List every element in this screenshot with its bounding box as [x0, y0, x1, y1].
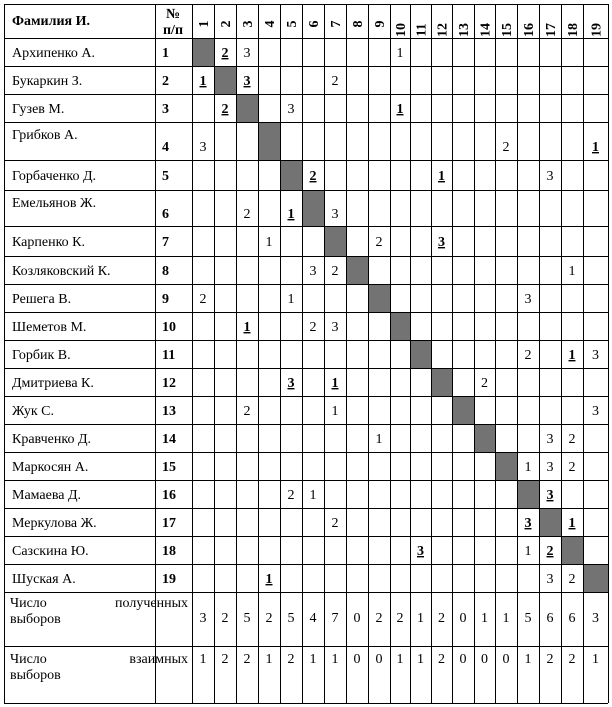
mutual-count: 1	[309, 652, 317, 667]
column-header: 2	[219, 20, 234, 28]
column-header: 4	[263, 20, 278, 28]
mutual-label: взаимных	[129, 652, 188, 667]
mutual-count: 2	[243, 652, 251, 667]
choice-value: 1	[265, 572, 273, 587]
mutual-count: 2	[546, 652, 554, 667]
choice-value: 2	[568, 432, 576, 447]
column-header: 14	[478, 23, 494, 37]
row-number: 10	[162, 320, 176, 335]
choice-value: 2	[546, 544, 554, 559]
choice-value: 1	[375, 432, 383, 447]
received-count: 6	[546, 611, 554, 626]
row-name: Емельянов Ж.	[12, 196, 97, 211]
choice-value: 1	[199, 74, 207, 89]
diagonal-cell	[431, 368, 452, 396]
choice-value: 2	[199, 292, 207, 307]
choice-value: 2	[331, 516, 339, 531]
row-name: Горбик В.	[12, 348, 71, 363]
choice-value: 1	[524, 460, 532, 475]
choice-value: 1	[287, 292, 295, 307]
row-number: 15	[162, 460, 176, 475]
choice-value: 1	[524, 544, 532, 559]
column-header: 18	[566, 23, 581, 37]
row-name: Архипенко А.	[12, 46, 96, 61]
choice-value: 3	[546, 572, 554, 587]
row-number: 11	[162, 348, 176, 363]
row-number: 16	[162, 488, 176, 503]
choice-value: 3	[243, 74, 251, 89]
diagonal-cell	[561, 536, 583, 564]
row-number: 5	[162, 169, 169, 184]
num-column-header-sub: п/п	[162, 23, 184, 38]
column-header: 13	[457, 23, 472, 37]
received-count: 1	[502, 611, 510, 626]
diagonal-cell	[495, 452, 517, 480]
received-count: 2	[265, 611, 273, 626]
received-count: 3	[592, 611, 599, 626]
choice-value: 1	[568, 348, 576, 363]
received-count: 6	[568, 611, 576, 626]
received-count: 5	[524, 611, 532, 626]
num-column-header: №	[165, 7, 181, 22]
received-count: 7	[331, 611, 339, 626]
received-count: 0	[353, 611, 361, 626]
choice-value: 3	[287, 376, 295, 391]
mutual-label: выборов	[10, 668, 61, 683]
mutual-count: 2	[438, 652, 445, 667]
choice-value: 1	[243, 320, 251, 335]
diagonal-cell	[539, 508, 561, 536]
choice-value: 1	[396, 102, 404, 117]
choice-value: 1	[568, 264, 576, 279]
choice-value: 3	[546, 169, 554, 184]
choice-value: 2	[375, 235, 383, 250]
choice-value: 3	[546, 432, 554, 447]
mutual-count: 1	[331, 652, 339, 667]
choice-value: 1	[331, 376, 339, 391]
name-column-header: Фамилия И.	[12, 14, 91, 29]
mutual-count: 0	[353, 652, 361, 667]
diagonal-cell	[474, 424, 495, 452]
choice-value: 3	[287, 102, 295, 117]
row-name: Шеметов М.	[12, 320, 87, 335]
choice-value: 2	[568, 460, 576, 475]
choice-value: 2	[568, 572, 576, 587]
row-name: Букаркин З.	[12, 74, 83, 89]
row-name: Решега В.	[12, 292, 72, 307]
received-count: 5	[243, 611, 251, 626]
received-label: полученных	[115, 596, 188, 611]
diagonal-cell	[214, 66, 236, 94]
choice-value: 3	[592, 404, 599, 419]
choice-value: 2	[331, 264, 339, 279]
column-header: 3	[241, 20, 256, 28]
row-number: 17	[162, 516, 176, 531]
row-name: Мамаева Д.	[12, 488, 82, 503]
choice-value: 3	[546, 488, 554, 503]
column-header: 12	[435, 23, 451, 37]
column-header: 10	[394, 23, 409, 37]
diagonal-cell	[410, 340, 431, 368]
mutual-count: 2	[221, 652, 229, 667]
row-number: 4	[162, 140, 169, 155]
mutual-count: 0	[502, 652, 510, 667]
diagonal-cell	[346, 256, 368, 284]
mutual-count: 0	[459, 652, 467, 667]
received-label: выборов	[10, 612, 61, 627]
diagonal-cell	[368, 284, 390, 312]
row-name: Меркулова Ж.	[12, 516, 97, 531]
diagonal-cell	[192, 38, 214, 66]
row-number: 9	[162, 292, 169, 307]
choice-value: 3	[331, 207, 339, 222]
choice-value: 2	[243, 404, 251, 419]
received-count: 4	[309, 611, 317, 626]
received-count: 1	[417, 611, 424, 626]
mutual-count: 0	[481, 652, 488, 667]
choice-value: 3	[243, 46, 251, 61]
choice-value: 1	[265, 235, 273, 250]
choice-value: 1	[331, 404, 339, 419]
choice-value: 1	[438, 169, 445, 184]
row-number: 13	[162, 404, 176, 419]
column-header: 8	[351, 20, 366, 28]
mutual-count: 1	[592, 652, 599, 667]
choice-value: 3	[592, 348, 599, 363]
row-name: Грибков А.	[12, 128, 78, 143]
column-header: 7	[329, 20, 344, 28]
column-header: 19	[589, 23, 605, 37]
mutual-count: 1	[524, 652, 532, 667]
choice-value: 2	[221, 46, 229, 61]
choice-value: 2	[331, 74, 339, 89]
mutual-count: 0	[375, 652, 383, 667]
column-header: 16	[522, 23, 537, 37]
mutual-count: 1	[417, 652, 424, 667]
row-name: Гузев М.	[12, 102, 65, 117]
row-number: 2	[162, 74, 169, 89]
row-number: 19	[162, 572, 176, 587]
choice-value: 3	[309, 264, 317, 279]
column-header: 17	[544, 23, 559, 37]
column-header: 11	[414, 23, 430, 37]
diagonal-cell	[583, 564, 608, 592]
row-number: 3	[162, 102, 169, 117]
column-header: 15	[500, 23, 515, 37]
choice-value: 1	[396, 46, 404, 61]
diagonal-cell	[236, 94, 258, 122]
row-name: Горбаченко Д.	[12, 169, 97, 184]
received-count: 2	[438, 611, 445, 626]
choice-value: 2	[309, 320, 317, 335]
mutual-count: 1	[265, 652, 273, 667]
row-name: Дмитриева К.	[12, 376, 94, 391]
choice-value: 3	[438, 235, 445, 250]
row-number: 7	[162, 235, 169, 250]
choice-value: 2	[309, 169, 317, 184]
received-count: 3	[199, 611, 207, 626]
diagonal-cell	[452, 396, 474, 424]
received-count: 0	[459, 611, 467, 626]
choice-value: 3	[331, 320, 339, 335]
grid-lines	[4, 4, 609, 704]
row-name: Жук С.	[12, 404, 54, 419]
choice-value: 3	[417, 544, 424, 559]
diagonal-cell	[517, 480, 539, 508]
column-header: 5	[285, 20, 300, 28]
row-number: 8	[162, 264, 169, 279]
row-name: Маркосян А.	[12, 460, 89, 475]
choice-value: 2	[221, 102, 229, 117]
choice-value: 2	[243, 207, 251, 222]
row-number: 12	[162, 376, 176, 391]
mutual-count: 1	[199, 652, 207, 667]
row-number: 1	[162, 46, 169, 61]
row-number: 18	[162, 544, 176, 559]
received-label: Число	[10, 596, 47, 611]
diagonal-cell	[324, 226, 346, 256]
choice-value: 1	[592, 140, 599, 155]
diagonal-cell	[302, 190, 324, 226]
choice-value: 2	[524, 348, 532, 363]
diagonal-cell	[258, 122, 280, 160]
mutual-label: Число	[10, 652, 47, 667]
mutual-count: 1	[396, 652, 404, 667]
row-name: Козляковский К.	[12, 264, 111, 279]
column-header: 9	[373, 20, 388, 28]
row-number: 14	[162, 432, 176, 447]
diagonal-cell	[280, 160, 302, 190]
mutual-count: 2	[287, 652, 295, 667]
row-name: Карпенко К.	[12, 235, 85, 250]
mutual-count: 2	[568, 652, 576, 667]
row-name: Кравченко Д.	[12, 432, 92, 447]
row-name: Шуская А.	[12, 572, 76, 587]
choice-value: 1	[287, 207, 295, 222]
column-header: 1	[197, 20, 212, 28]
received-count: 1	[481, 611, 488, 626]
choice-value: 3	[199, 140, 207, 155]
choice-value: 3	[524, 292, 532, 307]
received-count: 2	[375, 611, 383, 626]
row-name: Сазскина Ю.	[12, 544, 89, 559]
row-number: 6	[162, 207, 169, 222]
choice-value: 3	[546, 460, 554, 475]
received-count: 5	[287, 611, 295, 626]
diagonal-cell	[390, 312, 410, 340]
choice-value: 1	[568, 516, 576, 531]
received-count: 2	[221, 611, 229, 626]
received-count: 2	[396, 611, 404, 626]
choice-value: 2	[481, 376, 488, 391]
choice-value: 1	[309, 488, 317, 503]
choice-value: 3	[524, 516, 532, 531]
choice-value: 2	[287, 488, 295, 503]
column-header: 6	[307, 20, 322, 28]
choice-value: 2	[502, 140, 510, 155]
